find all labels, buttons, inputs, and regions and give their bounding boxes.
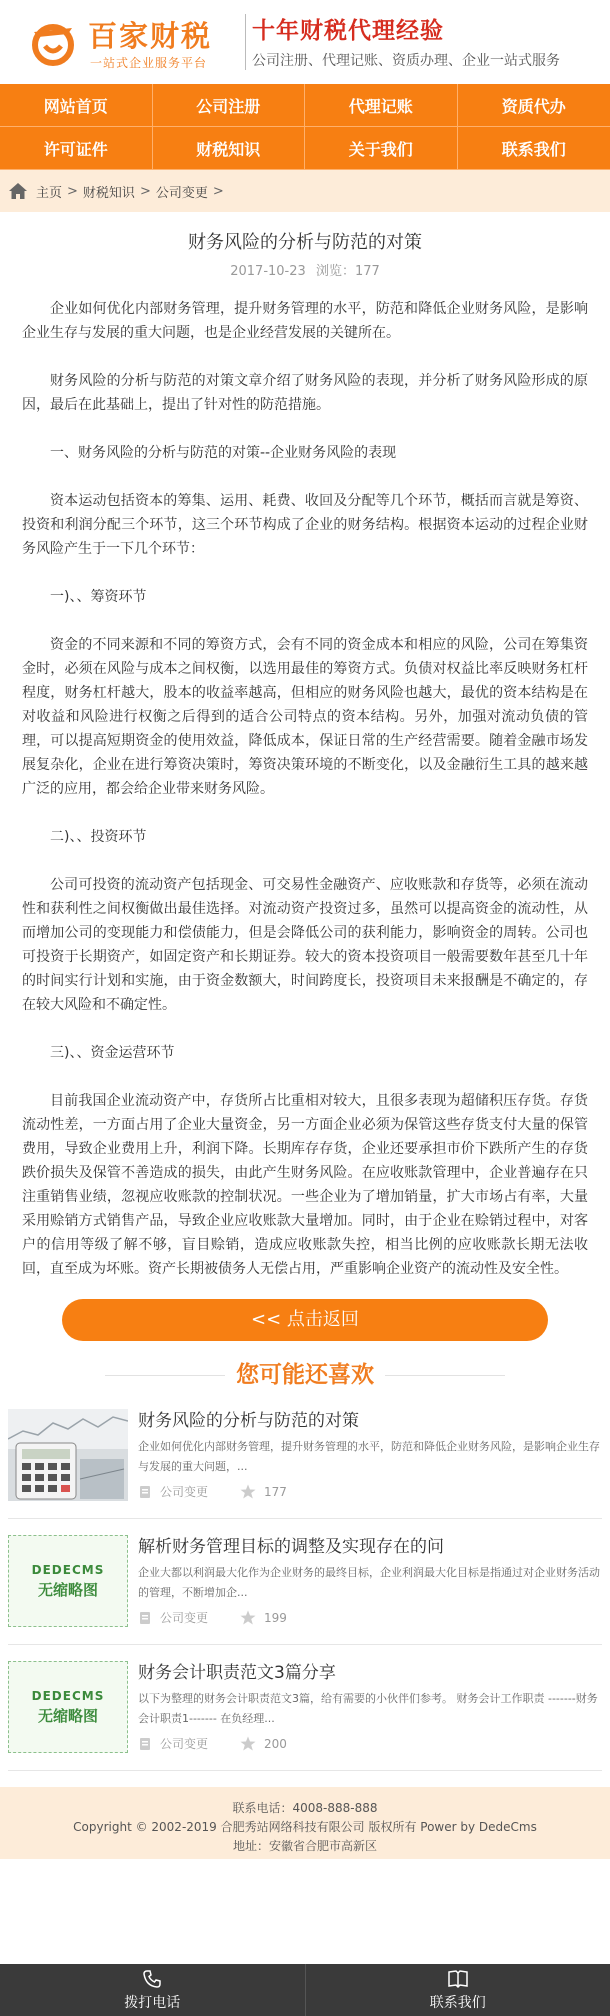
calculator-photo-icon [8, 1409, 128, 1501]
recommend-item-desc: 企业大都以利润最大化作为企业财务的最终目标，企业利润最大化目标是指通过对企业财务活动的管理，不断增加企... [138, 1566, 600, 1599]
phone-icon [142, 1969, 162, 1989]
article-paragraph: 资金的不同来源和不同的筹资方式，会有不同的资金成本和相应的风险，公司在筹集资金时，必须在风险与成本之间权衡，以选用最佳的筹资方式。负债对权益比率反映财务杠杆程度，财务杠杆越大，股本的收益率越高，但相应的财务风险也越大，最优的资本结构是在对收益和风险进行权衡之后得到的适合公司特点的资本结构。另外，加强对流动负债的管理，可以提高短期资金的使用效益，降低成本，保证日常的生产经营需要。随着金融市场发展复杂化，企业在进行筹资决策时，筹资决策环境的不断变化，以及金融衍生工具的越来越广泛的应用，都会给企业带来财务风险。 [22, 637, 588, 797]
recommend-heading [0, 1355, 610, 1395]
recommend-list [0, 1395, 610, 1771]
logo-mark-icon [28, 18, 78, 68]
no-thumbnail-placeholder [8, 1535, 128, 1627]
recommend-item-title[interactable]: 财务风险的分析与防范的对策 [138, 1411, 359, 1431]
recommend-item-category: 公司变更 [160, 1737, 209, 1751]
recommend-item-meta [138, 1609, 602, 1626]
recommend-item[interactable] [8, 1409, 602, 1519]
star-icon [240, 1736, 256, 1751]
footer-address: 地址：安徽省合肥市高新区 [232, 1839, 377, 1853]
article-section-heading: 一、财务风险的分析与防范的对策--企业财务风险的表现 [50, 445, 397, 461]
article-section-heading: 二)、、投资环节 [50, 829, 147, 845]
back-button[interactable]: << 点击返回 [62, 1299, 548, 1341]
recommend-item-views: 200 [264, 1736, 287, 1751]
article-paragraph: 企业如何优化内部财务管理，提升财务管理的水平，防范和降低企业财务风险，是影响企业生存与发展的重大问题，也是企业经营发展的关键所在。 [22, 301, 588, 341]
heading-divider-left [105, 1375, 225, 1376]
site-header [0, 0, 610, 84]
breadcrumb-separator: > [212, 183, 224, 199]
recommend-thumbnail[interactable] [8, 1409, 128, 1501]
article-meta [0, 260, 610, 279]
article-paragraph: 财务风险的分析与防范的对策文章介绍了财务风险的表现，并分析了财务风险形成的原因，最后在此基础上，提出了针对性的防范措施。 [22, 373, 588, 413]
breadcrumb-tax-knowledge[interactable]: 财税知识 [82, 185, 135, 201]
bottom-action-bar [0, 1964, 610, 2016]
nav-item-about[interactable]: 关于我们 [305, 127, 458, 170]
recommend-item-desc: 以下为整理的财务会计职责范文3篇，给有需要的小伙伴们参考。 财务会计工作职责 -------财务会计职责1------- 在负经理... [138, 1692, 598, 1725]
header-slogan-sub: 公司注册、代理记账、资质办理、企业一站式服务 [252, 53, 560, 69]
nav-item-bookkeeping[interactable]: 代理记账 [305, 84, 458, 127]
breadcrumb [0, 170, 610, 212]
article-paragraph: 公司可投资的流动资产包括现金、可交易性金融资产、应收账款和存货等，必须在流动性和获利性之间权衡做出最佳选择。对流动资产投资过多，虽然可以提高资金的流动性，从而增加公司的变现能力和偿债能力，但是会降低公司的获利能力，影响资金的周转。公司也可投资于长期资产，如固定资产和长期证券。较大的资本投资项目一般需要数年甚至几十年的时间实行计划和实施，由于资金数额大，时间跨度长，投资项目未来报酬是不确定的，存在较大风险和不确定性。 [22, 877, 588, 1013]
nav-item-tax-knowledge[interactable]: 财税知识 [153, 127, 306, 170]
no-thumbnail-placeholder [8, 1661, 128, 1753]
call-label: 拨打电话 [124, 1994, 181, 2011]
nav-item-company-registration[interactable]: 公司注册 [153, 84, 306, 127]
article-paragraph: 资本运动包括资本的筹集、运用、耗费、收回及分配等几个环节，概括而言就是筹资、投资和利润分配三个环节，这三个环节构成了企业的财务结构。根据资本运动的过程企业财务风险产生于一下几个环节： [22, 493, 588, 557]
article-paragraph: 目前我国企业流动资产中，存货所占比重相对较大，且很多表现为超储积压存货。存货流动性差，一方面占用了企业大量资金，另一方面企业必须为保管这些存货支付大量的保管费用，导致企业费用上升，利润下降。长期库存存货，企业还要承担市价下跌所产生的存货跌价损失及保管不善造成的损失，由此产生财务风险。在应收账款管理中，企业普遍存在只注重销售业绩，忽视应收账款的控制状况。一些企业为了增加销量，扩大市场占有率，大量采用赊销方式销售产品，导致企业应收账款大量增加。同时，由于企业在赊销过程中，对客户的信用等级了解不够，盲目赊销，造成应收账款失控，相当比例的应收账款长期无法收回，直至成为坏账。资产长期被债务人无偿占用，严重影响企业资产的流动性及安全性。 [22, 1093, 588, 1277]
recommend-item-desc: 企业如何优化内部财务管理，提升财务管理的水平，防范和降低企业财务风险，是影响企业生存与发展的重大问题，... [138, 1440, 600, 1473]
placeholder-text: 无缩略图 [37, 1706, 98, 1725]
breadcrumb-company-change[interactable]: 公司变更 [155, 185, 208, 201]
placeholder-text: 无缩略图 [37, 1580, 98, 1599]
contact-label: 联系我们 [429, 1994, 486, 2011]
star-icon [240, 1610, 256, 1625]
recommend-info [138, 1661, 602, 1752]
nav-item-contact[interactable]: 联系我们 [458, 127, 610, 170]
header-slogan: 十年财税代理经验 [252, 17, 444, 44]
logo-subtitle: 一站式企业服务平台 [90, 56, 208, 70]
recommend-item-category: 公司变更 [160, 1485, 209, 1499]
logo-title: 百家财税 [88, 19, 213, 53]
main-nav [0, 84, 610, 170]
breadcrumb-home[interactable]: 主页 [36, 185, 63, 201]
placeholder-brand: DEDECMS [31, 1562, 105, 1577]
footer-phone: 联系电话：4008-888-888 [232, 1801, 378, 1815]
document-icon [138, 1485, 152, 1499]
recommend-item-title[interactable]: 解析财务管理目标的调整及实现存在的问 [138, 1537, 444, 1557]
site-footer [0, 1787, 610, 1859]
nav-item-licenses[interactable]: 许可证件 [0, 127, 153, 170]
recommend-info [138, 1409, 602, 1500]
recommend-item-views: 177 [264, 1484, 287, 1499]
placeholder-brand: DEDECMS [31, 1688, 105, 1703]
article-section-heading: 三)、、资金运营环节 [50, 1045, 175, 1061]
recommend-thumbnail[interactable] [8, 1535, 128, 1627]
article-views: 浏览：177 [315, 264, 380, 279]
nav-item-home[interactable]: 网站首页 [0, 84, 153, 127]
recommend-item-title[interactable]: 财务会计职责范文3篇分享 [138, 1663, 336, 1683]
recommend-item-meta [138, 1735, 602, 1752]
book-icon [447, 1969, 469, 1989]
recommend-item-views: 199 [264, 1610, 287, 1625]
recommend-thumbnail[interactable] [8, 1661, 128, 1753]
article-body [0, 279, 610, 1281]
recommend-item[interactable] [8, 1661, 602, 1771]
recommend-item-meta [138, 1483, 602, 1500]
header-divider [245, 14, 246, 70]
breadcrumb-separator: > [67, 183, 78, 199]
recommend-title: 您可能还喜欢 [236, 1362, 374, 1388]
footer-copyright: Copyright © 2002-2019 合肥秀站网络科技有限公司 版权所有 Power by DedeCms [73, 1820, 537, 1834]
article-title: 财务风险的分析与防范的对策 [188, 232, 422, 253]
recommend-item[interactable] [8, 1535, 602, 1645]
heading-divider-right [385, 1375, 505, 1376]
home-icon [8, 182, 28, 200]
document-icon [138, 1611, 152, 1625]
recommend-info [138, 1535, 602, 1626]
contact-button[interactable] [306, 1964, 610, 2016]
recommend-item-category: 公司变更 [160, 1611, 209, 1625]
article-date: 2017-10-23 [230, 264, 306, 279]
star-icon [240, 1484, 256, 1499]
site-logo[interactable] [28, 12, 248, 72]
call-button[interactable] [0, 1964, 306, 2016]
document-icon [138, 1737, 152, 1751]
nav-item-qualification[interactable]: 资质代办 [458, 84, 610, 127]
article-section-heading: 一)、、筹资环节 [50, 589, 147, 605]
breadcrumb-separator: > [139, 183, 151, 199]
